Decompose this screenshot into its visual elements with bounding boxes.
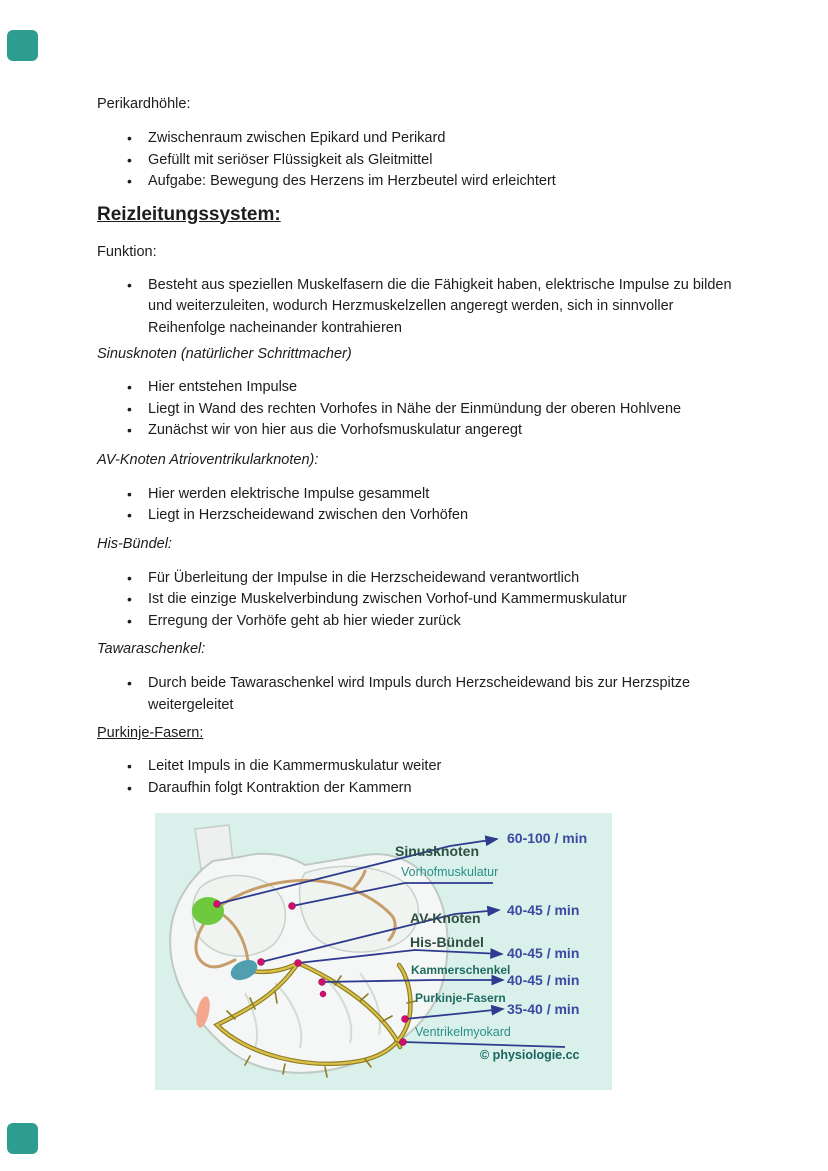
label-av-knoten: AV-Knoten: [410, 910, 481, 926]
list-item: [97, 275, 738, 340]
section-heading-perikardhoehle: Perikardhöhle:: [97, 96, 191, 112]
label-ventrikelmyokard: Ventrikelmyokard: [415, 1025, 511, 1039]
page-title: Reizleitungssystem:: [97, 203, 281, 225]
list-item: [97, 420, 738, 442]
bullet-text: Durch beide Tawaraschenkel wird Impuls durch Herzscheidewand bis zur Herzspitze weitergeleitet: [148, 675, 691, 713]
list-item: [97, 505, 738, 527]
list-item: [97, 399, 738, 421]
label-purkinje-fasern: Purkinje-Fasern: [415, 991, 506, 1005]
list-item: [97, 611, 738, 633]
label-his-buendel: His-Bündel: [410, 934, 484, 950]
list-item: [97, 589, 738, 611]
bullet-marker: •: [127, 173, 132, 189]
bullet-marker: •: [127, 151, 132, 168]
bullet-text: Liegt in Herzscheidewand zwischen den Vorhöfen: [148, 507, 469, 523]
list-item: [97, 171, 738, 193]
bullet-list-his-buendel: [97, 568, 738, 633]
bullet-text: Zwischenraum zwischen Epikard und Perikard: [148, 130, 446, 146]
bullet-marker: •: [127, 779, 132, 796]
rate-purkinje-fasern: 35-40 / min: [507, 1001, 580, 1017]
bullet-list-av-knoten: [97, 484, 738, 527]
list-item: [97, 568, 738, 590]
bullet-marker: •: [127, 130, 132, 146]
bullet-list-funktion: [97, 275, 738, 340]
label-vorhofmuskulatur: Vorhofmuskulatur: [401, 865, 499, 879]
section-heading-funktion: Funktion:: [97, 243, 157, 260]
bullet-text: Gefüllt mit seriöser Flüssigkeit als Gleitmittel: [148, 151, 433, 168]
bullet-marker: •: [127, 276, 132, 293]
bullet-text: Liegt in Wand des rechten Vorhofes in Nähe der Einmündung der oberen Hohlvene: [148, 400, 682, 417]
rate-sinusknoten: 60-100 / min: [507, 830, 588, 846]
bullet-list-purkinje-fasern: [97, 756, 738, 799]
bullet-list-sinusknoten: [97, 377, 738, 442]
bullet-text: Hier entstehen Impulse: [148, 379, 298, 395]
list-item: [97, 756, 738, 778]
label-kammerschenkel: Kammerschenkel: [411, 963, 511, 977]
section-heading-av-knoten: AV-Knoten Atrioventrikularknoten):: [97, 451, 319, 468]
bullet-text: Erregung der Vorhöfe geht ab hier wieder zurück: [148, 612, 461, 629]
section-heading-sinusknoten: Sinusknoten (natürlicher Schrittmacher): [97, 346, 352, 362]
list-item: [97, 673, 738, 716]
list-item: [97, 778, 738, 800]
bullet-marker: •: [127, 379, 132, 395]
rate-av-knoten: 40-45 / min: [507, 902, 580, 918]
bullet-list-perikardhoehle: [97, 128, 738, 193]
heart-conduction-diagram: [155, 813, 612, 1090]
section-heading-his-buendel: His-Bündel:: [97, 535, 172, 552]
bullet-text: Zunächst wir von hier aus die Vorhofsmuskulatur angeregt: [148, 422, 522, 438]
bullet-list-tawaraschenkel: [97, 673, 738, 716]
bullet-text: Ist die einzige Muskelverbindung zwischen Vorhof-und Kammermuskulatur: [148, 591, 627, 607]
bullet-text: Für Überleitung der Impulse in die Herzscheidewand verantwortlich: [148, 569, 580, 586]
list-item: [97, 377, 738, 399]
bullet-marker: •: [127, 591, 132, 607]
section-heading-purkinje-fasern: Purkinje-Fasern:: [97, 725, 204, 741]
rate-his-buendel: 40-45 / min: [507, 945, 580, 961]
list-item: [97, 484, 738, 506]
label-sinusknoten: Sinusknoten: [395, 843, 480, 859]
bullet-text: Besteht aus speziellen Muskelfasern die die Fähigkeit haben, elektrische Impulse zu bilden und weiterzuleiten, wodurch Herzmuskelzellen angeregt werden, sich in sinnvoller Reihenfolge nacheinander kontrahieren: [148, 276, 732, 336]
bullet-marker: •: [127, 422, 132, 438]
list-item: [97, 128, 738, 150]
bullet-marker: •: [127, 569, 132, 586]
bullet-text: Leitet Impuls in die Kammermuskulatur weiter: [148, 758, 442, 774]
list-item: [97, 150, 738, 172]
credit-physiologie: © physiologie.cc: [480, 1048, 580, 1062]
bullet-marker: •: [127, 507, 132, 523]
section-heading-tawaraschenkel: Tawaraschenkel:: [97, 641, 206, 657]
bullet-text: Daraufhin folgt Kontraktion der Kammern: [148, 779, 412, 796]
rate-kammerschenkel: 40-45 / min: [507, 972, 580, 988]
bullet-text: Hier werden elektrische Impulse gesammelt: [148, 485, 430, 502]
bullet-marker: •: [127, 612, 132, 629]
bullet-marker: •: [127, 758, 132, 774]
bullet-marker: •: [127, 400, 132, 417]
bullet-marker: •: [127, 675, 132, 691]
bullet-text: Aufgabe: Bewegung des Herzens im Herzbeutel wird erleichtert: [148, 173, 556, 189]
bullet-marker: •: [127, 485, 132, 502]
